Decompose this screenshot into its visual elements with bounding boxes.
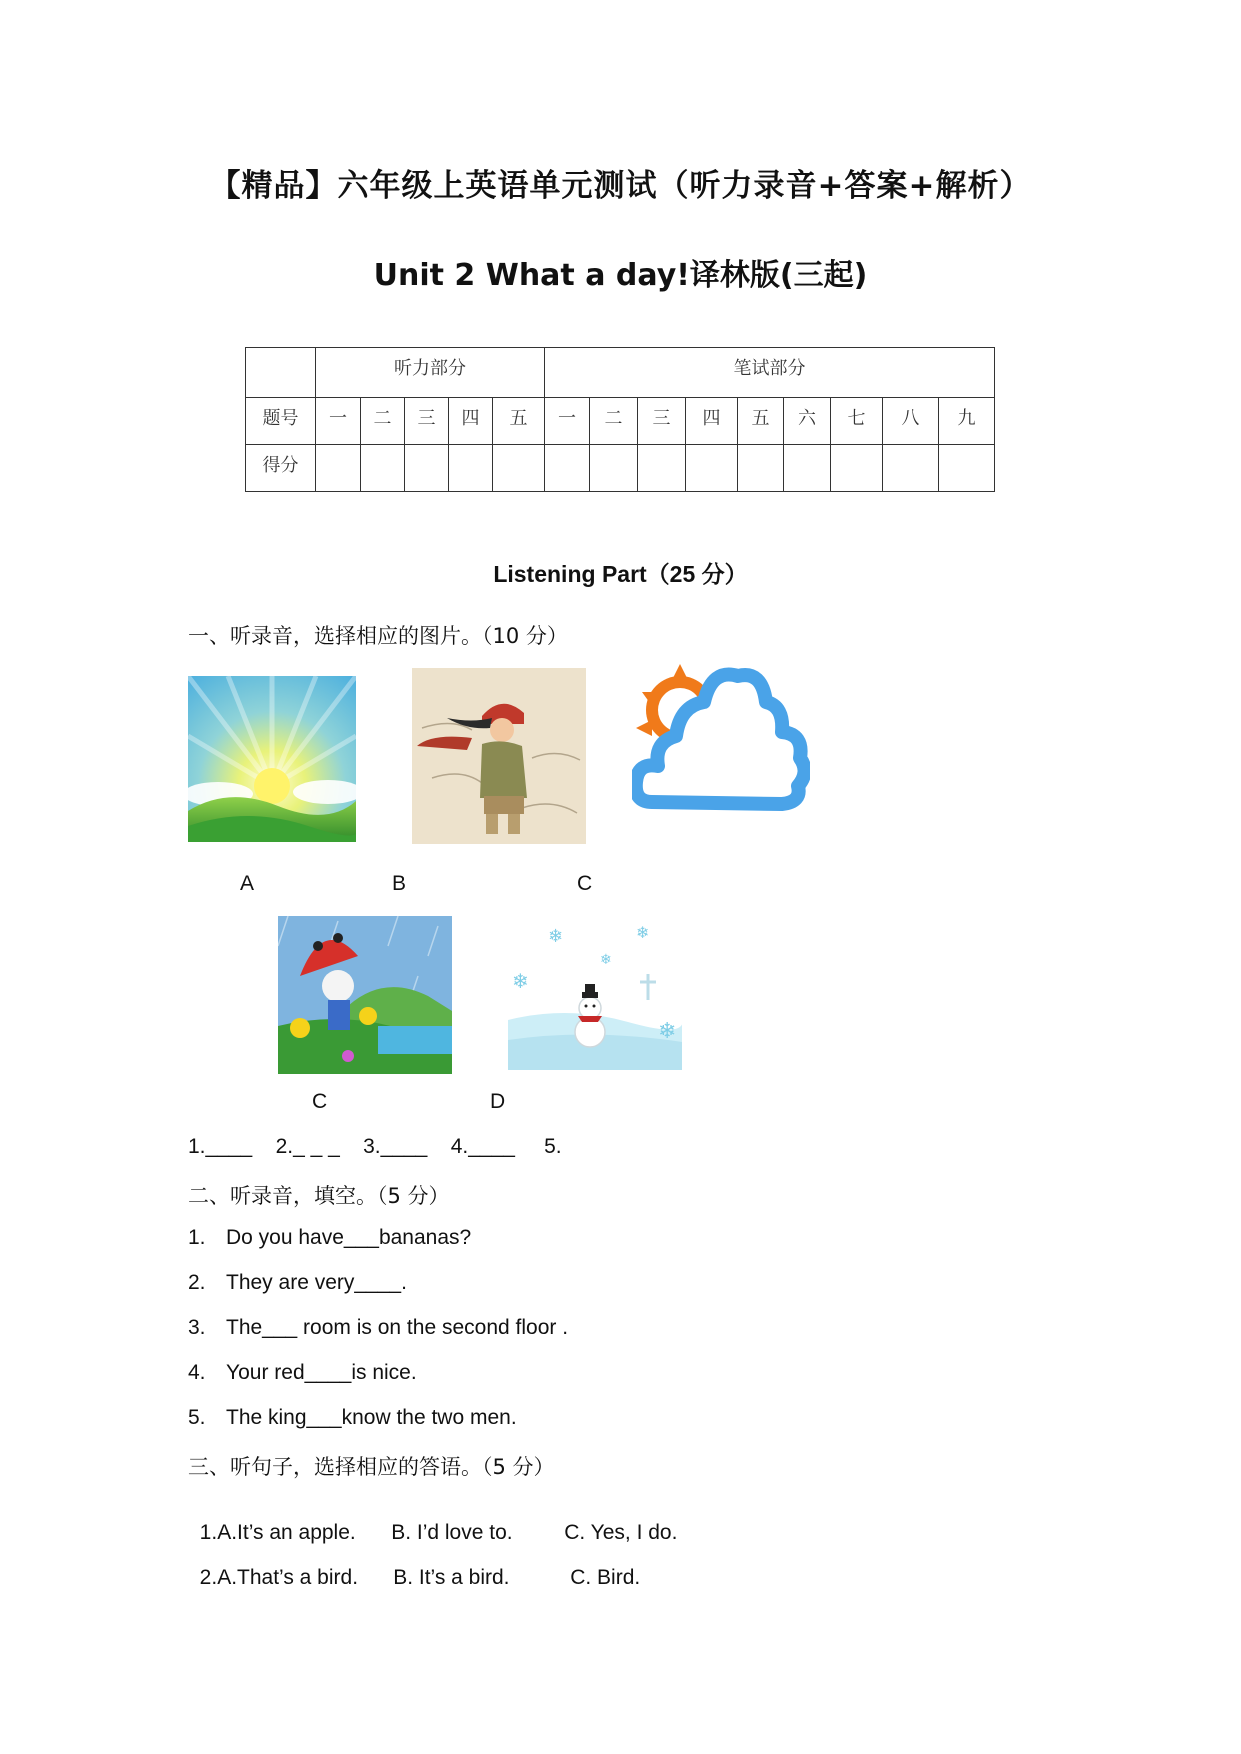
picture-label: C (577, 872, 593, 895)
score-cell[interactable] (405, 445, 449, 492)
score-cell[interactable] (638, 445, 686, 492)
picture-label: C (312, 1090, 328, 1113)
picture-label: B (392, 872, 407, 895)
score-cell[interactable] (784, 445, 831, 492)
list-item (188, 1406, 517, 1430)
section3-heading: 三、听句子，选择相应的答语。（5 分） (188, 1455, 555, 1479)
writing-col: 六 (784, 398, 831, 445)
list-item (188, 1226, 471, 1250)
score-cell[interactable] (316, 445, 361, 492)
score-cell[interactable] (831, 445, 883, 492)
score-table (245, 347, 995, 492)
section1-heading: 一、听录音，选择相应的图片。（10 分） (188, 624, 568, 648)
option-a: A.That’s a bird. (217, 1566, 359, 1589)
item-number: 2. (199, 1566, 218, 1589)
score-cell[interactable] (590, 445, 638, 492)
item-number: 1. (199, 1521, 218, 1544)
option-b: B. I’d love to. (391, 1521, 513, 1544)
writing-col: 三 (638, 398, 686, 445)
option-c: C. Bird. (570, 1566, 641, 1589)
listening-col: 二 (361, 398, 405, 445)
document-title: 【精品】六年级上英语单元测试（听力录音+答案+解析） (209, 168, 1032, 204)
windy-girl-image (412, 668, 586, 844)
list-item (188, 1316, 568, 1340)
listening-col: 一 (316, 398, 361, 445)
section1-answer-line: 1.____ 2._ _ _ 3.____ 4.____ 5. (188, 1135, 562, 1158)
item-text: Your red____is nice. (226, 1361, 417, 1384)
picture-label: A (240, 872, 255, 895)
item-number: 2. (188, 1271, 206, 1294)
option-c: C. Yes, I do. (564, 1521, 678, 1544)
row-label-score: 得分 (246, 445, 316, 492)
item-number: 1. (188, 1226, 206, 1249)
cloudy-image (632, 662, 810, 814)
writing-col: 七 (831, 398, 883, 445)
item-text: The___ room is on the second floor . (226, 1316, 569, 1339)
svg-text:❄: ❄ (658, 1019, 677, 1044)
writing-col: 一 (545, 398, 590, 445)
listening-col: 四 (449, 398, 493, 445)
item-text: They are very____. (226, 1271, 407, 1294)
list-item (188, 1361, 417, 1385)
writing-col: 四 (686, 398, 738, 445)
score-cell[interactable] (493, 445, 545, 492)
rainy-image (278, 916, 452, 1074)
item-number: 4. (188, 1361, 206, 1384)
score-cell[interactable] (738, 445, 784, 492)
snowy-image (508, 920, 682, 1070)
item-text: Do you have___bananas? (226, 1226, 472, 1249)
writing-col: 二 (590, 398, 638, 445)
score-cell[interactable] (545, 445, 590, 492)
score-cell[interactable] (883, 445, 939, 492)
table-corner-cell (246, 348, 316, 398)
svg-text:❄: ❄ (600, 952, 612, 968)
picture-label: D (490, 1090, 506, 1113)
writing-col: 八 (883, 398, 939, 445)
choice-row (188, 1497, 677, 1545)
option-b: B. It’s a bird. (393, 1566, 510, 1589)
listening-part-title: Listening Part（25 分） (493, 561, 748, 587)
score-cell[interactable] (449, 445, 493, 492)
option-a: A.It’s an apple. (217, 1521, 356, 1544)
score-cell[interactable] (686, 445, 738, 492)
svg-text:❄: ❄ (512, 969, 529, 993)
writing-group-header: 笔试部分 (545, 348, 995, 398)
score-cell[interactable] (939, 445, 995, 492)
svg-text:❄: ❄ (548, 926, 564, 947)
writing-col: 九 (939, 398, 995, 445)
sunrise-image (188, 676, 356, 842)
section2-heading: 二、听录音，填空。（5 分） (188, 1184, 450, 1208)
writing-col: 五 (738, 398, 784, 445)
choice-row (188, 1542, 640, 1590)
item-text: The king___know the two men. (226, 1406, 517, 1429)
svg-text:❄: ❄ (636, 923, 650, 942)
item-number: 3. (188, 1316, 206, 1339)
listening-col: 五 (493, 398, 545, 445)
score-cell[interactable] (361, 445, 405, 492)
item-number: 5. (188, 1406, 206, 1429)
document-subtitle: Unit 2 What a day!译林版(三起) (373, 258, 868, 293)
listening-col: 三 (405, 398, 449, 445)
row-label-number: 题号 (246, 398, 316, 445)
listening-group-header: 听力部分 (316, 348, 545, 398)
list-item (188, 1271, 407, 1295)
